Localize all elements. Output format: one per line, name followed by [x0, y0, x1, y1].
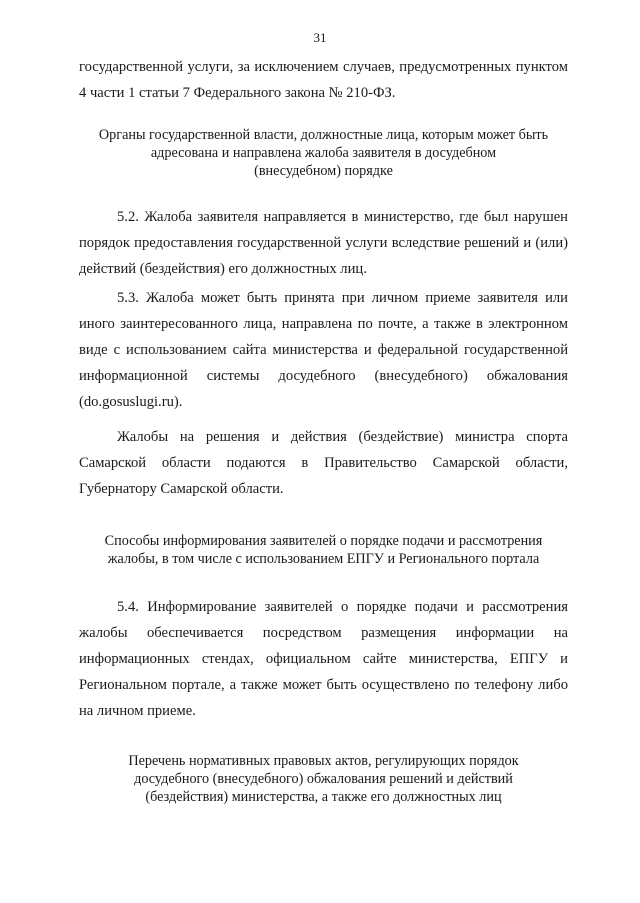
heading-line: досудебного (внесудебного) обжалования решений и действий	[134, 771, 513, 787]
continuation-paragraph: государственной услуги, за исключением случаев, предусмотренных пунктом 4 части 1 статьи 7 Федерального закона № 210-ФЗ.	[79, 59, 568, 101]
paragraph-5-4: 5.4. Информирование заявителей о порядке подачи и рассмотрения жалобы обеспечивается посредством размещения информации на информационных стендах, официальном сайте министерства, ЕПГУ и Региональном портале, а также может быть осуществлено по телефону либо на личном приеме.	[79, 599, 568, 719]
paragraph-5-3: 5.3. Жалоба может быть принята при личном приеме заявителя или иного заинтересованного лица, направлена по почте, а также в электронном виде с использованием сайта министерства и федеральной государственной информационной системы досудебного (внесудебного) обжалования (do.gosuslugi.ru).	[79, 290, 568, 410]
heading-line: Органы государственной власти, должностные лица, которым может быть	[98, 127, 549, 143]
page-number: 31	[313, 30, 327, 45]
heading-line: адресована и направлена жалоба заявителя в досудебном	[150, 145, 497, 161]
document-body	[79, 54, 568, 806]
heading-line: Перечень нормативных правовых актов, регулирующих порядок	[128, 753, 519, 769]
heading-line: Способы информирования заявителей о порядке подачи и рассмотрения	[104, 533, 543, 549]
paragraph-minister-complaints: Жалобы на решения и действия (бездействие) министра спорта Самарской области подаются в Правительство Самарской области, Губернатору Самарской области.	[79, 429, 568, 497]
paragraph-5-2: 5.2. Жалоба заявителя направляется в министерство, где был нарушен порядок предоставления государственной услуги вследствие решений и (или) действий (бездействия) его должностных лиц.	[79, 209, 568, 277]
heading-line: жалобы, в том числе с использованием ЕПГУ и Регионального портала	[107, 551, 540, 567]
heading-line: (бездействия) министерства, а также его должностных лиц	[145, 789, 502, 805]
section-heading-legal-acts	[79, 752, 568, 806]
heading-line: (внесудебном) порядке	[254, 163, 393, 179]
section-heading-informing-methods	[79, 532, 568, 568]
section-heading-complaint-recipients	[79, 126, 568, 180]
